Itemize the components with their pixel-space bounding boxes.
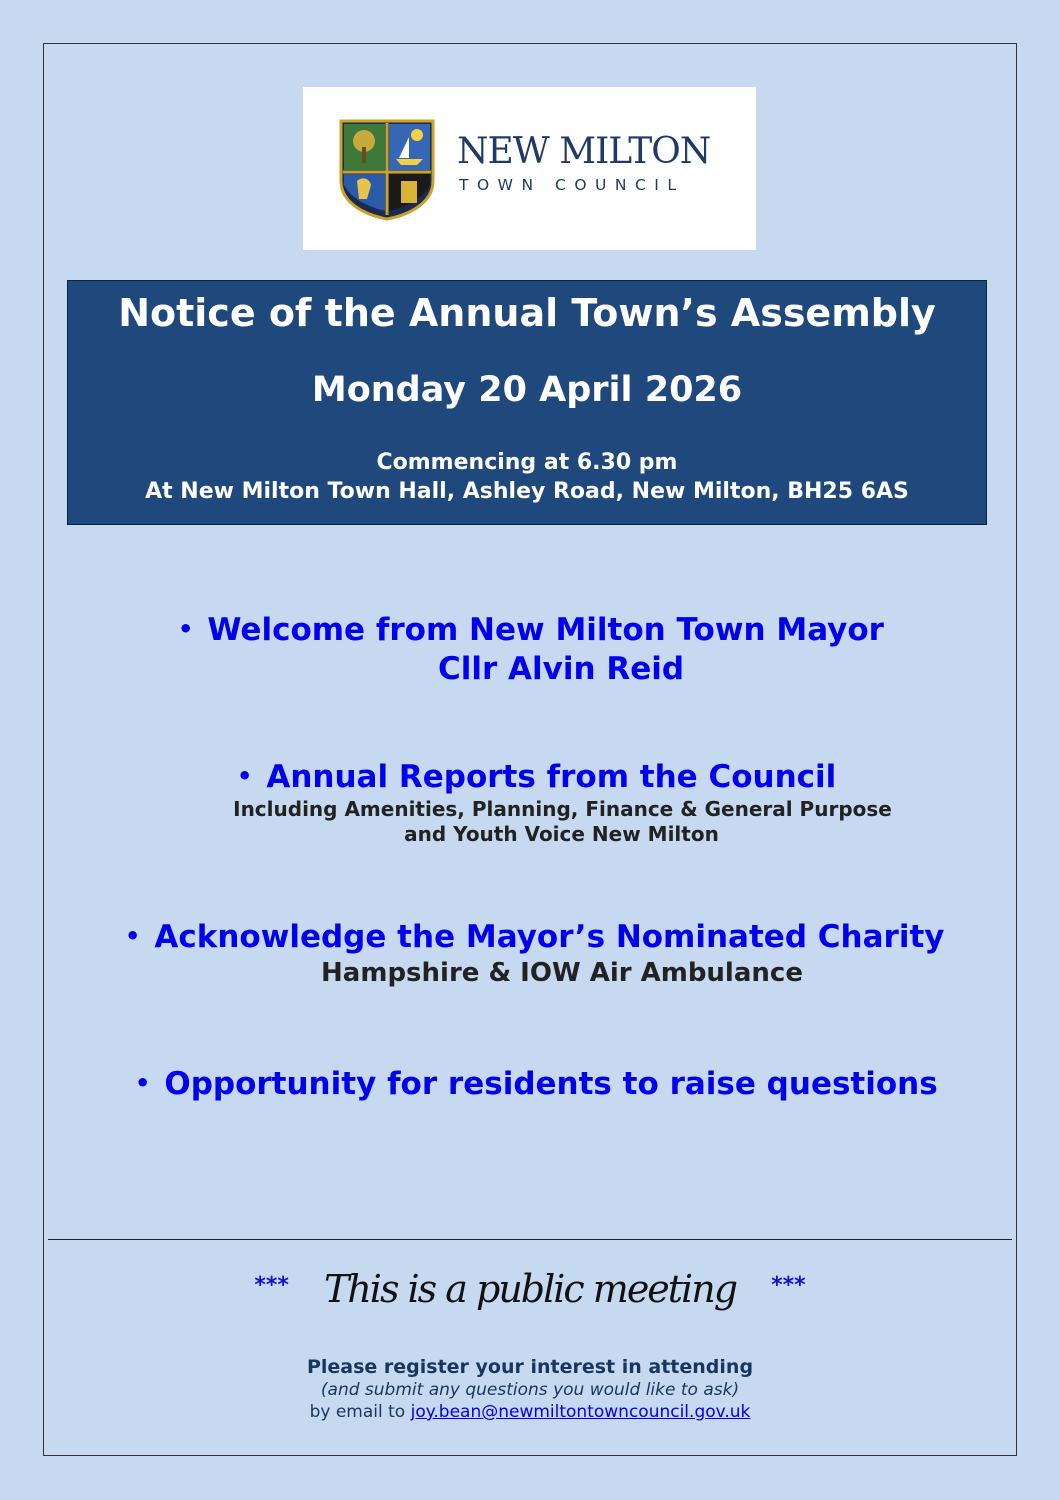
agenda-item-reports (237, 759, 836, 795)
public-meeting-line (0, 1267, 1060, 1311)
agenda-heading: Annual Reports from the Council (266, 759, 837, 795)
notice-frame (43, 43, 1017, 1456)
agenda-detail: Cllr Alvin Reid (437, 651, 685, 687)
email-link[interactable]: joy.bean@newmiltontowncouncil.gov.uk (410, 1402, 751, 1422)
bullet-icon: • (178, 615, 194, 643)
stars-right: *** (771, 1273, 806, 1298)
bullet-icon: • (125, 922, 141, 950)
agenda-detail: Including Amenities, Planning, Finance & General Purpose (233, 797, 892, 821)
assembly-banner (67, 280, 987, 525)
coat-of-arms-icon (339, 119, 435, 221)
agenda-heading: Opportunity for residents to raise questions (164, 1066, 938, 1102)
agenda-heading: Acknowledge the Mayor’s Nominated Charity (154, 919, 945, 955)
meeting-venue: At New Milton Town Hall, Ashley Road, New Milton, BH25 6AS (145, 479, 909, 504)
divider (48, 1239, 1012, 1240)
agenda-item-charity (125, 919, 944, 955)
email-prefix: by email to (309, 1402, 406, 1422)
meeting-time: Commencing at 6.30 pm (376, 450, 678, 475)
agenda-item-welcome (178, 612, 884, 648)
notice-title: Notice of the Annual Town’s Assembly (118, 291, 936, 335)
agenda-detail: Hampshire & IOW Air Ambulance (321, 958, 803, 988)
agenda-detail: and Youth Voice New Milton (404, 822, 719, 846)
public-meeting-text: This is a public meeting (323, 1267, 737, 1311)
register-text: Please register your interest in attending (306, 1356, 754, 1378)
bullet-icon: • (237, 762, 253, 790)
logo-name: NEW MILTON (457, 131, 711, 172)
bullet-icon: • (135, 1069, 151, 1097)
agenda-item-questions (135, 1066, 938, 1102)
stars-left: *** (254, 1273, 289, 1298)
email-line (0, 1402, 1060, 1422)
agenda-heading: Welcome from New Milton Town Mayor (207, 612, 884, 648)
meeting-date: Monday 20 April 2026 (311, 370, 743, 410)
questions-text: (and submit any questions you would like to ask) (320, 1380, 740, 1400)
council-logo (303, 87, 756, 250)
logo-subtitle: TOWN COUNCIL (459, 176, 685, 194)
